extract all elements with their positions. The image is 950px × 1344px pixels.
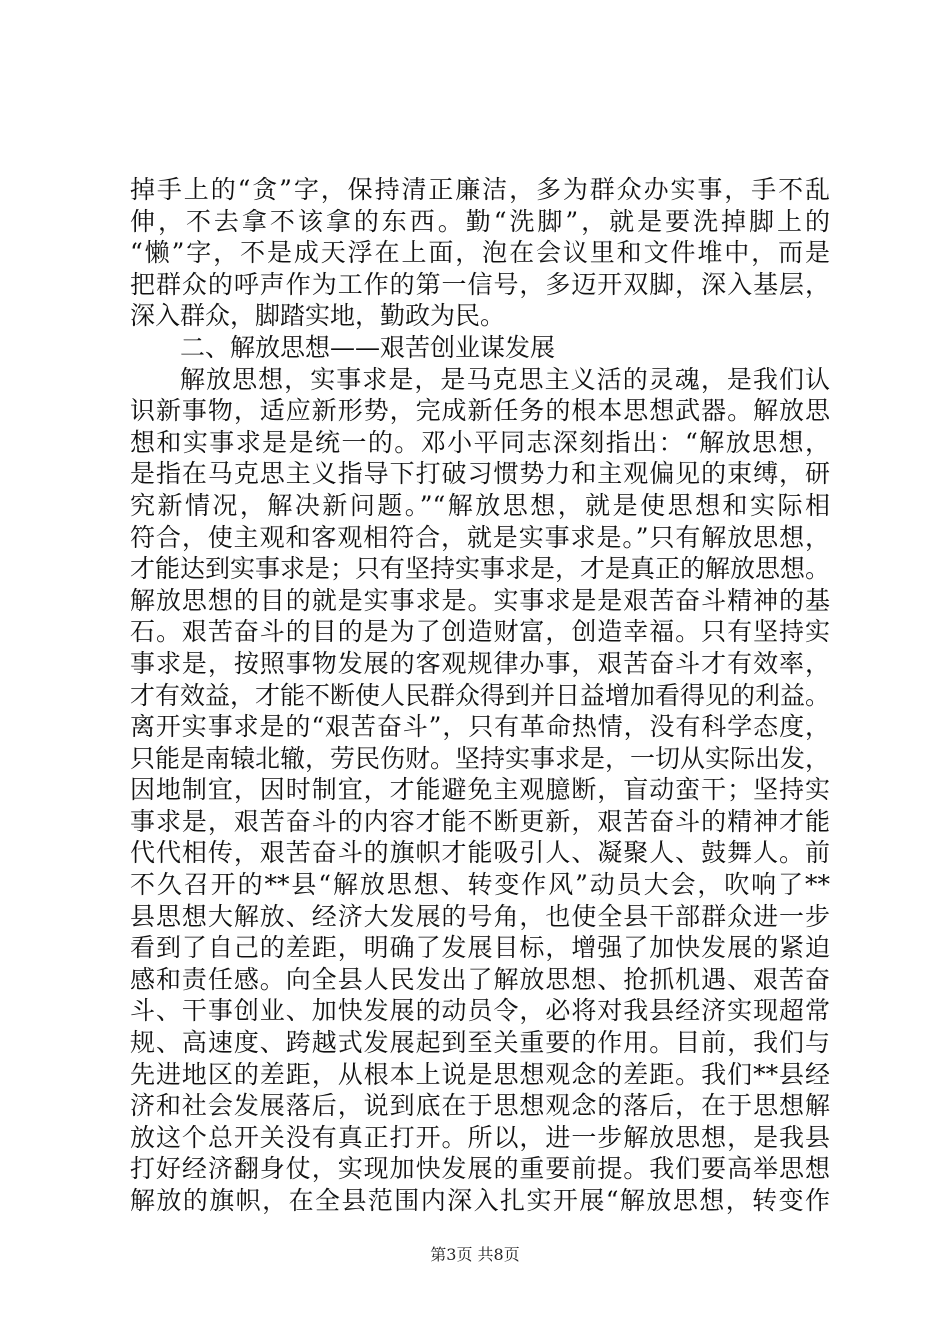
text-line: 是指在马克思主义指导下打破习惯势力和主观偏见的束缚，研 [130,459,830,489]
text-line: 看到了自己的差距，明确了发展目标，增强了加快发展的紧迫 [130,933,830,963]
text-line: 放这个总开关没有真正打开。所以，进一步解放思想，是我县 [130,1122,830,1152]
text-line: 先进地区的差距，从根本上说是思想观念的差距。我们**县经 [130,1059,830,1089]
text-line: 规、高速度、跨越式发展起到至关重要的作用。目前，我们与 [130,1028,830,1058]
text-line: 符合，使主观和客观相符合，就是实事求是。”只有解放思想， [130,522,830,552]
text-line: 掉手上的“贪”字，保持清正廉洁，多为群众办实事，手不乱 [130,175,830,204]
text-line: 代代相传，艰苦奋斗的旗帜才能吸引人、凝聚人、鼓舞人。前 [130,838,830,868]
text-line: 离开实事求是的“艰苦奋斗”，只有革命热情，没有科学态度， [130,712,830,742]
text-line: 解放的旗帜，在全县范围内深入扎实开展“解放思想，转变作 [130,1186,830,1215]
text-line: 打好经济翻身仗，实现加快发展的重要前提。我们要高举思想 [130,1154,830,1184]
document-body [130,174,830,1217]
text-line: 深入群众，脚踏实地，勤政为民。 [130,301,506,331]
text-line: 只能是南辕北辙，劳民伤财。坚持实事求是，一切从实际出发， [130,743,830,773]
text-line: 才能达到实事求是；只有坚持实事求是，才是真正的解放思想。 [130,554,830,584]
text-line: 把群众的呼声作为工作的第一信号，多迈开双脚，深入基层， [130,269,830,299]
section-heading: 二、解放思想——艰苦创业谋发展 [180,332,556,362]
page-number-footer: 第3页 共8页 [430,1245,520,1264]
text-line: 解放思想，实事求是，是马克思主义活的灵魂，是我们认 [180,364,830,394]
text-line: 解放思想的目的就是实事求是。实事求是是艰苦奋斗精神的基 [130,585,830,615]
text-line: 究新情况，解决新问题。”“解放思想，就是使思想和实际相 [130,490,830,520]
text-line: 识新事物，适应新形势，完成新任务的根本思想武器。解放思 [130,396,830,426]
text-line: 事求是，艰苦奋斗的内容才能不断更新，艰苦奋斗的精神才能 [130,806,830,836]
text-line: 事求是，按照事物发展的客观规律办事，艰苦奋斗才有效率， [130,648,830,678]
text-line: 才有效益，才能不断使人民群众得到并日益增加看得见的利益。 [130,680,830,710]
text-line: 县思想大解放、经济大发展的号角，也使全县干部群众进一步 [130,901,830,931]
text-line: 石。艰苦奋斗的目的是为了创造财富，创造幸福。只有坚持实 [130,617,830,647]
text-line: 不久召开的**县“解放思想、转变作风”动员大会，吹响了** [130,870,830,900]
text-line: 济和社会发展落后，说到底在于思想观念的落后，在于思想解 [130,1091,830,1121]
text-line: “懒”字，不是成天浮在上面，泡在会议里和文件堆中，而是 [130,238,830,268]
text-line: 感和责任感。向全县人民发出了解放思想、抢抓机遇、艰苦奋 [130,964,830,994]
text-line: 想和实事求是是统一的。邓小平同志深刻指出：“解放思想， [130,427,830,457]
text-line: 斗、干事创业、加快发展的动员令，必将对我县经济实现超常 [130,996,830,1026]
text-line: 伸，不去拿不该拿的东西。勤“洗脚”，就是要洗掉脚上的 [130,206,830,236]
text-line: 因地制宜，因时制宜，才能避免主观臆断，盲动蛮干；坚持实 [130,775,830,805]
